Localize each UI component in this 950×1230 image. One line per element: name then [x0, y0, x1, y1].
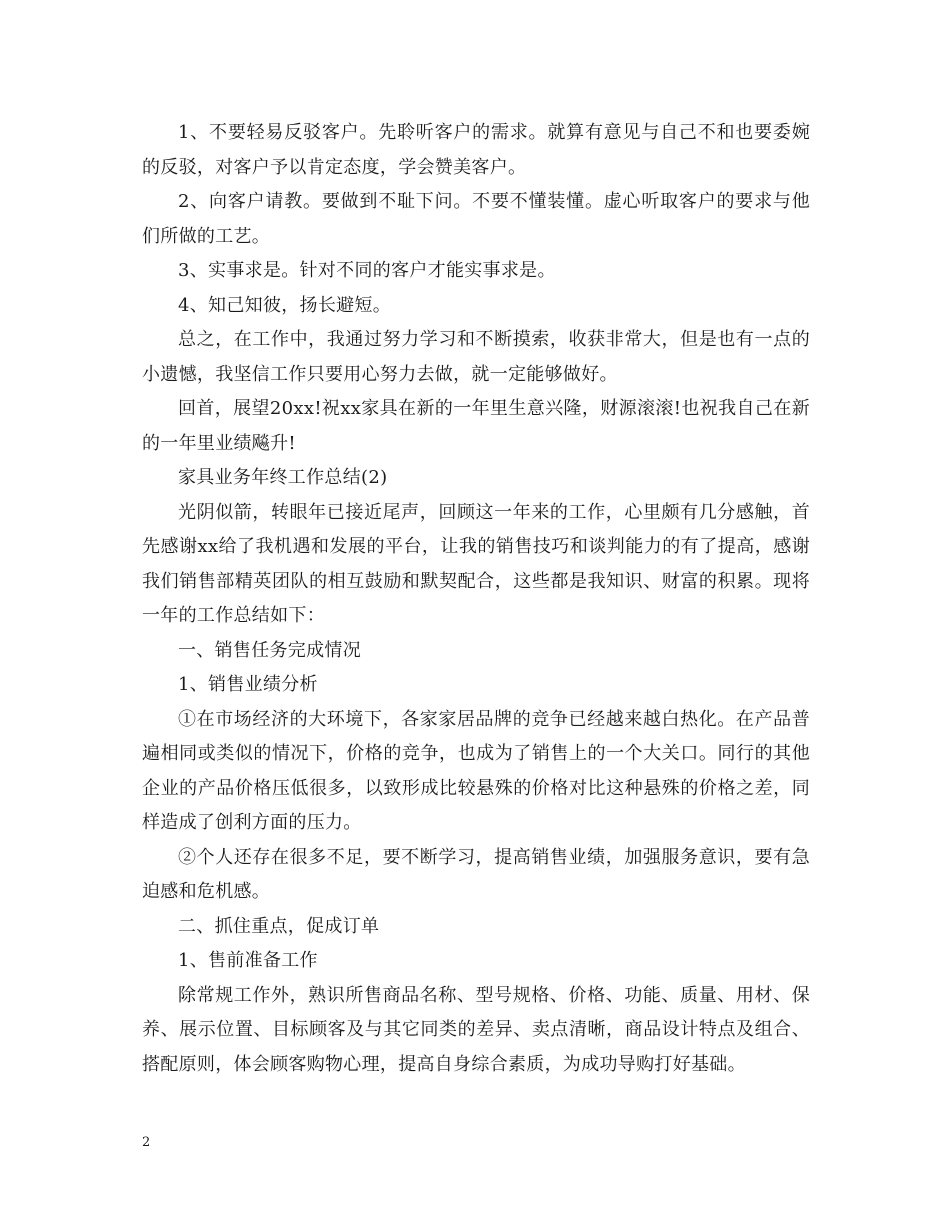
subsection-heading: 1、售前准备工作	[178, 950, 318, 971]
section-title: 家具业务年终工作总结(2)	[178, 467, 388, 488]
paragraph: 除常规工作外，熟识所售商品名称、型号规格、价格、功能、质量、用材、保养、展示位置、目标顾客及与其它同类的差异、卖点清晰，商品设计特点及组合、搭配原则，体会顾客购物心理，提高自身综合素质，为成功导购打好基础。	[142, 984, 810, 1075]
paragraph: 光阴似箭，转眼年已接近尾声，回顾这一年来的工作，心里颇有几分感触，首先感谢xx给了我机遇和发展的平台，让我的销售技巧和谈判能力的有了提高，感谢我们销售部精英团队的相互鼓励和默契配合，这些都是我知识、财富的积累。现将一年的工作总结如下：	[142, 501, 810, 626]
paragraph: 1、不要轻易反驳客户。先聆听客户的需求。就算有意见与自己不和也要委婉的反驳，对客户予以肯定态度，学会赞美客户。	[142, 122, 810, 178]
paragraph: 总之，在工作中，我通过努力学习和不断摸索，收获非常大，但是也有一点的小遗憾，我坚信工作只要用心努力去做，就一定能够做好。	[142, 329, 810, 385]
paragraph: 3、实事求是。针对不同的客户才能实事求是。	[178, 260, 556, 281]
page-number: 2	[142, 1135, 151, 1150]
section-heading: 一、销售任务完成情况	[178, 639, 361, 661]
paragraph: 2、向客户请教。要做到不耻下问。不要不懂装懂。虚心听取客户的要求与他们所做的工艺。	[142, 191, 810, 247]
section-heading: 二、抓住重点，促成订单	[178, 915, 380, 937]
paragraph: ②个人还存在很多不足，要不断学习，提高销售业绩，加强服务意识，要有急迫感和危机感。	[142, 846, 810, 902]
paragraph: 4、知己知彼，扬长避短。	[178, 294, 392, 316]
paragraph: ①在市场经济的大环境下，各家家居品牌的竞争已经越来越白热化。在产品普遍相同或类似的情况下，价格的竞争，也成为了销售上的一个大关口。同行的其他企业的产品价格压低很多，以致形成比较悬殊的价格对比这种悬殊的价格之差，同样造成了创利方面的压力。	[142, 708, 810, 833]
paragraph: 回首，展望20xx!祝xx家具在新的一年里生意兴隆，财源滚滚!也祝我自己在新的一年里业绩飚升!	[142, 398, 810, 454]
subsection-heading: 1、销售业绩分析	[178, 674, 318, 695]
document-body	[142, 116, 810, 1082]
